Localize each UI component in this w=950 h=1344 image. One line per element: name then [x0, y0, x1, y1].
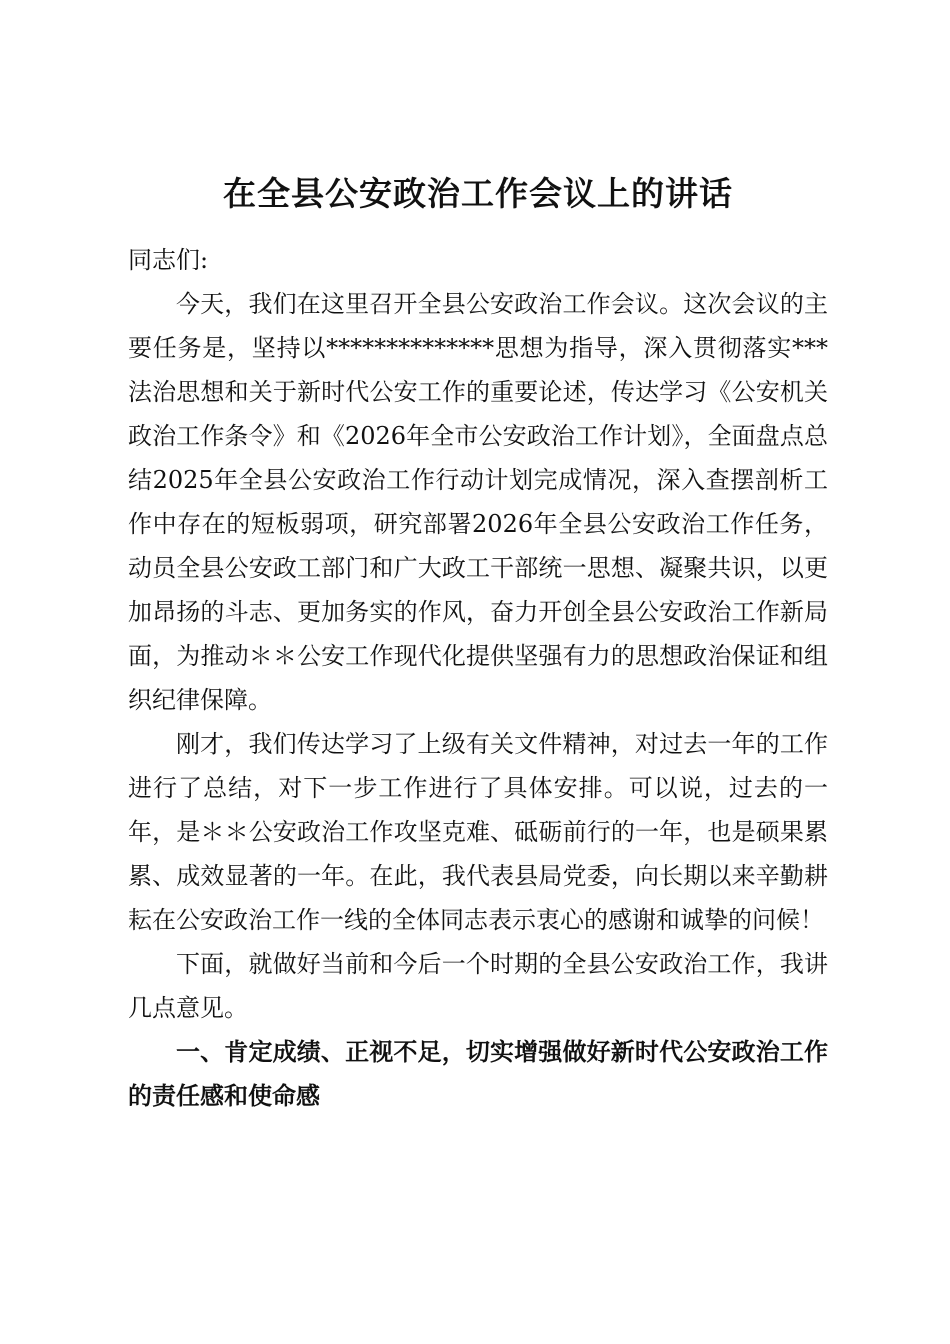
paragraph-review: 刚才，我们传达学习了上级有关文件精神，对过去一年的工作进行了总结，对下一步工作进行了具体安排。可以说，过去的一年，是＊＊公安政治工作攻坚克难、砥砺前行的一年，也是硕果累累、成效显著的一年。在此，我代表县局党委，向长期以来辛勤耕耘在公安政治工作一线的全体同志表示衷心的感谢和诚挚的问候！ [128, 730, 828, 934]
document-title: 在全县公安政治工作会议上的讲话 [223, 174, 733, 213]
paragraph-transition: 下面，就做好当前和今后一个时期的全县公安政治工作，我讲几点意见。 [128, 950, 828, 1022]
paragraph-opening: 今天，我们在这里召开全县公安政治工作会议。这次会议的主要任务是，坚持以**************思想为指导，深入贯彻落实***法治思想和关于新时代公安工作的重要论述，传达学习《公安机关政治工作条令》和《2026年全市公安政治工作计划》，全面盘点总结2025年全县公安政治工作行动计划完成情况，深入查摆剖析工作中存在的短板弱项，研究部署2026年全县公安政治工作任务，动员全县公安政工部门和广大政工干部统一思想、凝聚共识，以更加昂扬的斗志、更加务实的作风，奋力开创全县公安政治工作新局面，为推动＊＊公安工作现代化提供坚强有力的思想政治保证和组织纪律保障。 [128, 290, 828, 714]
document-page [128, 170, 828, 1118]
section-heading-1: 一、肯定成绩、正视不足，切实增强做好新时代公安政治工作的责任感和使命感 [128, 1038, 828, 1110]
salutation: 同志们: [128, 246, 209, 274]
